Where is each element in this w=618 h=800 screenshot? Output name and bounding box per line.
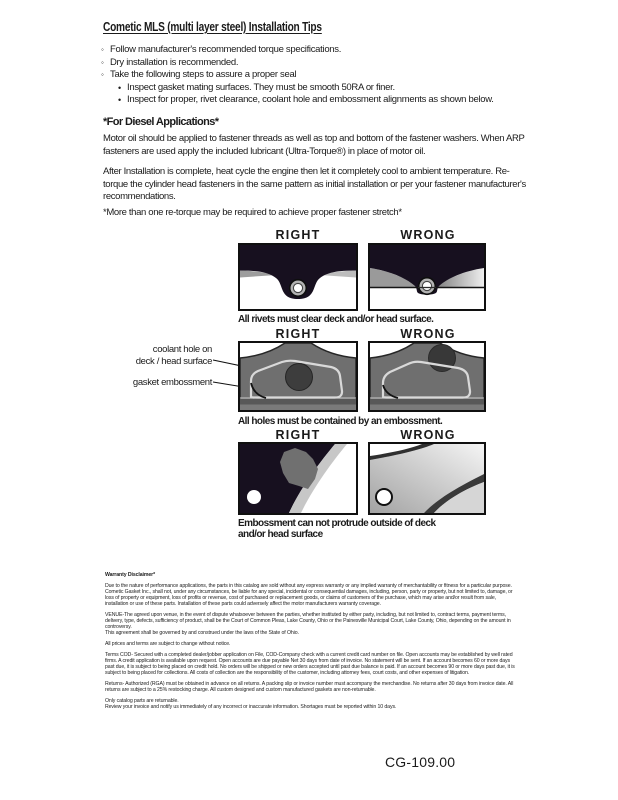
solid-bullet-icon: • [118, 82, 121, 93]
diesel-paragraph-1: Motor oil should be applied to fastener threads as well as top and bottom of the fastener washers. When ARP fasteners are used apply the included lubricant (Ultra-Torque®) in place of motor oil. [103, 133, 525, 157]
embossment-wrong-diagram [368, 442, 486, 515]
tips-bullet-list [101, 44, 531, 107]
coolant-hole-callout [100, 344, 212, 367]
open-bullet-icon: ◦ [101, 70, 104, 79]
venue-paragraph: VENUE-The agreed upon venue, in the event of dispute whatsoever between the parties, whether instituted by either party, including, but not limited to, contract terms, payment terms, delivery, type, defects, sufficiency of product, shall be the Court of Common Pleas, Lake County, Ohio or the Painesville Municipal Court, Lake County, Ohio, depending on the amount in controversy. [105, 612, 511, 630]
rivet-wrong-diagram [368, 243, 486, 311]
bullet-text: Inspect for proper, rivet clearance, coolant hole and embossment alignments as shown below. [127, 94, 494, 105]
rivet-right-diagram [238, 243, 358, 311]
retorque-note: *More than one re-torque may be required to achieve proper fastener stretch* [103, 207, 402, 218]
open-bullet-icon: ◦ [101, 45, 104, 54]
bolt-hole [376, 489, 392, 505]
row2-right-label: RIGHT [275, 327, 321, 341]
row3-wrong-label: WRONG [400, 428, 456, 442]
page-code: CG-109.00 [385, 754, 456, 770]
warranty-heading: Warranty Disclaimer* [105, 572, 155, 578]
bullet-text: Inspect gasket mating surfaces. They must be smooth 50RA or finer. [127, 81, 395, 93]
row2-caption: All holes must be contained by an embossment. [238, 416, 443, 427]
gasket-lower-band [240, 399, 356, 405]
list-item [101, 69, 531, 82]
terms-cod-paragraph: Terms COD- Secured with a completed dealer/jobber application on File, COD-Company check with a current credit card number on file. Open accounts may be established by well rated firms. A credit application is available upon request. Open accounts are due payable Net 30 days from date of invoice. No statement will be sent. If an account becomes 60 or more days past due, it is subject to being placed on credit hold. No orders will be shipped or new orders accepted until past due balance is paid. If an account becomes 90 or more days past due, it is subject to being placed for collections. All costs of collection are the responsibility of the customer, including attorney fees, court costs, and other expenses of litigation. [105, 652, 515, 676]
list-item [101, 57, 531, 70]
prices-terms-line: All prices and terms are subject to change without notice. [105, 641, 231, 647]
open-bullet-icon: ◦ [101, 57, 104, 67]
bullet-text: Take the following steps to assure a proper seal [110, 69, 297, 80]
coolant-hole-right-diagram [238, 341, 358, 412]
warranty-paragraph: Due to the nature of performance applications, the parts in this catalog are sold without any express warranty or any implied warranty of merchantability or fitness for a particular purpose. Cometic Gasket Inc., shall not, under any circumstances, be liable for any special, incidental or consequential damages, including, person, party or property, but not limited to, damage, or loss of property or equipment, loss of profits or revenue, cost of purchased or replacement goods, or claims of customers of the purchase, which may arise and/or result from sale, installation or use of these parts. Installation of these parts could adversely affect the motor manufacturers warranty coverage. [105, 583, 513, 607]
bullet-text: Follow manufacturer's recommended torque specifications. [110, 44, 342, 55]
list-item [118, 82, 531, 95]
callout-text: coolant hole on [152, 344, 212, 355]
page-title: Cometic MLS (multi layer steel) Installation Tips [103, 19, 322, 34]
row3-right-label: RIGHT [275, 428, 321, 442]
gasket-lower-band [370, 399, 484, 405]
invoice-review-line: Review your invoice and notify us immediately of any incorrect or inaccurate information. Shortages must be reported within 10 days. [105, 704, 397, 710]
solid-bullet-icon: • [118, 95, 121, 105]
row3-caption [238, 518, 478, 540]
row2-wrong-label: WRONG [400, 327, 456, 341]
catalog-parts-line: Only catalog parts are returnable. [105, 698, 179, 704]
callout-text: deck / head surface [135, 355, 212, 367]
governing-law-line: This agreement shall be governed by and construed under the laws of the State of Ohio. [105, 630, 299, 636]
gasket-bottom-band [240, 405, 356, 411]
row1-caption: All rivets must clear deck and/or head surface. [238, 314, 434, 325]
diesel-paragraph-2: After Installation is complete, heat cycle the engine then let it completely cool to ambient temperature. Re-torque the cylinder head fasteners in the same pattern as initial installation or per your fastener manufacturer's recommendations. [103, 166, 526, 203]
row1-wrong-label: WRONG [400, 228, 456, 242]
callout-text: gasket embossment [132, 377, 212, 388]
gasket-embossment-callout [100, 377, 212, 389]
diesel-applications-heading: *For Diesel Applications* [103, 116, 219, 128]
embossment-right-diagram [238, 442, 358, 515]
rivet-center [422, 281, 431, 290]
warranty-disclaimer-block [105, 572, 519, 715]
returns-paragraph: Returns- Authorized (RGA) must be obtained in advance on all returns. A packing slip or invoice number must accompany the merchandise. No returns after 30 days from invoice date. All returns are subject to a 25% restocking charge. All custom designed and custom manufactured gaskets are non-returnable. [105, 681, 514, 693]
bullet-text: Dry installation is recommended. [110, 56, 239, 68]
rivet-center [293, 283, 302, 292]
caption-line: and/or head surface [238, 529, 323, 540]
row1-right-label: RIGHT [275, 228, 321, 242]
coolant-hole [286, 364, 313, 391]
bolt-hole [247, 490, 261, 504]
list-item [118, 94, 531, 107]
list-item [101, 44, 531, 57]
gasket-bottom-band [370, 405, 484, 411]
coolant-hole-wrong-diagram [368, 341, 486, 412]
caption-line: Embossment can not protrude outside of deck [238, 518, 436, 529]
